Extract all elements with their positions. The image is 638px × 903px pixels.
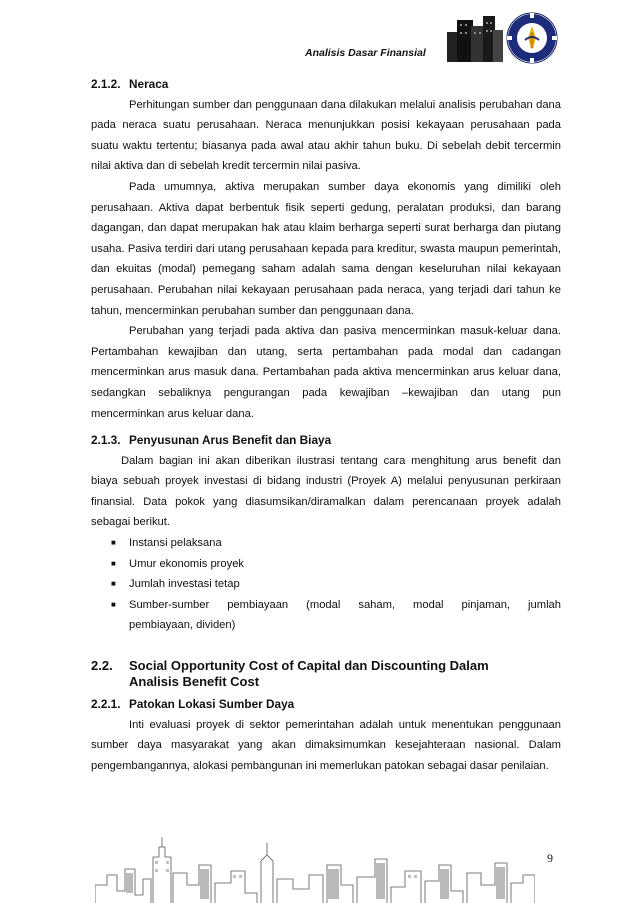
- list-item: ■ Instansi pelaksana: [111, 533, 561, 554]
- paragraph: Pada umumnya, aktiva merupakan sumber daya ekonomis yang dimiliki oleh perusahaan. Aktiva dapat berbentuk fisik seperti gedung, peralatan produksi, dan barang dagangan, dan dapat merupakan hak atau klaim berharga seperti surat berharga dan piutang usaha. Pasiva terdiri dari utang perusahaan kepada para kreditur, swasta maupun pemerintah, dan ekuitas (modal) pemegang saham adalah sama dengan keseluruhan nilai kekayaan perusahaan. Perubahan nilai kekayaan perusahaan pada neraca, yang terjadi dari tahun ke tahun, mencerminkan perubahan sumber dan penggunaan dana.: [91, 180, 561, 317]
- list-item: ■ Umur ekonomis proyek: [111, 554, 561, 575]
- paragraph: Perubahan yang terjadi pada aktiva dan pasiva mencerminkan masuk-keluar dana. Pertambahan kewajiban dan utang, serta pertambahan pada modal dan cadangan mencerminkan arus masuk dana. Pertambahan pada aktiva mencerminkan arus keluar dana, sedangkan sebaliknya pengurangan pada kewajiban –kewajiban dan utang pun mencerminkan arus keluar dana.: [91, 325, 561, 420]
- paragraph: Perhitungan sumber dan penggunaan dana dilakukan melalui analisis perubahan dana pada neraca suatu perusahaan. Neraca menunjukkan posisi kekayaan perusahaan pada suatu waktu tertentu; biasanya pada awal atau akhir tahun buku. Di sebelah debit tercermin nilai aktiva dan di sebelah kredit tercermin nilai pasiva.: [91, 98, 561, 173]
- running-header: Analisis Dasar Finansial: [305, 47, 426, 59]
- section-heading-2-1-2: 2.1.2. Neraca: [91, 77, 169, 91]
- section-heading-2-2-1: 2.2.1. Patokan Lokasi Sumber Daya: [91, 697, 295, 712]
- section-heading-2-2: 2.2. Social Opportunity Cost of Capital dan Discounting Dalam Analisis Benefit Cost: [91, 658, 489, 690]
- paragraph: Inti evaluasi proyek di sektor pemerintahan adalah untuk menentukan penggunaan sumber daya masyarakat yang akan dimaksimumkan kesejahteraan nasional. Dalam pengembangannya, alokasi pembangunan ini memerlukan patokan sebagai dasar penilaian.: [91, 718, 561, 772]
- university-seal-logo: [506, 12, 558, 64]
- list-item: ■ Jumlah investasi tetap: [111, 574, 561, 595]
- city-skyline-sketch: [95, 835, 535, 903]
- data-list: [91, 533, 561, 636]
- list-item: ■ Sumber-sumber pembiayaan (modal saham, modal pinjaman, jumlah pembiayaan, dividen): [111, 595, 561, 636]
- section-heading-2-1-3: 2.1.3. Penyusunan Arus Benefit dan Biaya: [91, 433, 332, 448]
- page-number: 9: [547, 851, 553, 865]
- paragraph: Dalam bagian ini akan diberikan ilustrasi tentang cara menghitung arus benefit dan biaya sebuah proyek investasi di bidang industri (Proyek A) melalui penyusunan perkiraan finansial. Data pokok yang diasumsikan/diramalkan dalam perencanaan proyek adalah sebagai berikut.: [91, 454, 561, 529]
- city-buildings-logo: [445, 12, 505, 64]
- page-content: [91, 68, 561, 776]
